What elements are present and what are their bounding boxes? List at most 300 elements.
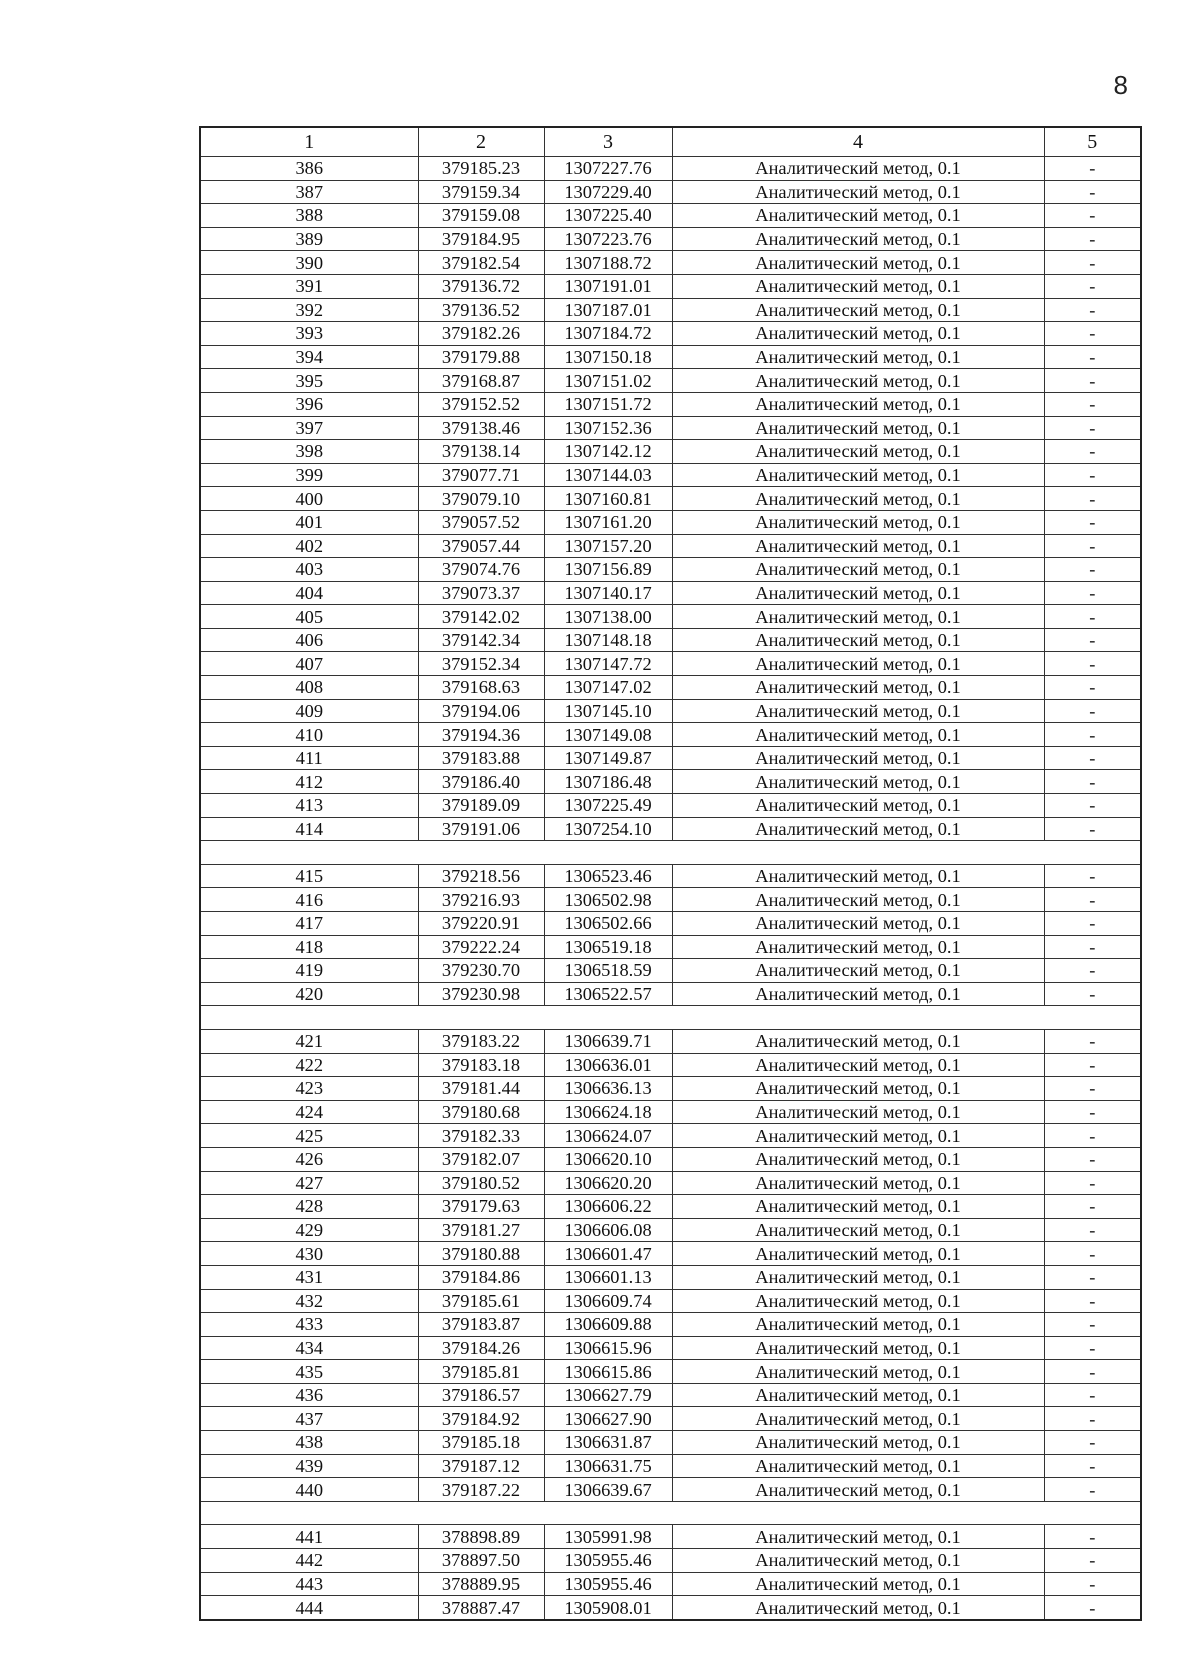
point-number-cell: 398 [200, 440, 418, 464]
method-cell: Аналитический метод, 0.1 [672, 1289, 1044, 1313]
point-number-cell: 419 [200, 959, 418, 983]
method-cell: Аналитический метод, 0.1 [672, 227, 1044, 251]
method-cell: Аналитический метод, 0.1 [672, 1549, 1044, 1573]
point-number-cell: 410 [200, 723, 418, 747]
point-number-cell: 408 [200, 676, 418, 700]
y-coordinate-cell: 1306615.96 [544, 1336, 672, 1360]
error-cell: - [1044, 558, 1141, 582]
point-number-cell: 393 [200, 322, 418, 346]
table-row [200, 935, 1141, 959]
error-cell: - [1044, 1454, 1141, 1478]
y-coordinate-cell: 1307148.18 [544, 628, 672, 652]
point-number-cell: 431 [200, 1265, 418, 1289]
y-coordinate-cell: 1307145.10 [544, 699, 672, 723]
method-cell: Аналитический метод, 0.1 [672, 1218, 1044, 1242]
method-cell: Аналитический метод, 0.1 [672, 652, 1044, 676]
separator-cell [200, 841, 1141, 865]
error-cell: - [1044, 298, 1141, 322]
method-cell: Аналитический метод, 0.1 [672, 440, 1044, 464]
x-coordinate-cell: 379142.34 [418, 628, 544, 652]
point-number-cell: 417 [200, 912, 418, 936]
table-row [200, 1383, 1141, 1407]
error-cell: - [1044, 1596, 1141, 1620]
y-coordinate-cell: 1307149.87 [544, 746, 672, 770]
x-coordinate-cell: 379218.56 [418, 864, 544, 888]
table-row [200, 440, 1141, 464]
point-number-cell: 420 [200, 982, 418, 1006]
point-number-cell: 444 [200, 1596, 418, 1620]
error-cell: - [1044, 935, 1141, 959]
error-cell: - [1044, 510, 1141, 534]
point-number-cell: 391 [200, 274, 418, 298]
point-number-cell: 434 [200, 1336, 418, 1360]
method-cell: Аналитический метод, 0.1 [672, 959, 1044, 983]
point-number-cell: 429 [200, 1218, 418, 1242]
error-cell: - [1044, 1029, 1141, 1053]
error-cell: - [1044, 1124, 1141, 1148]
error-cell: - [1044, 864, 1141, 888]
method-cell: Аналитический метод, 0.1 [672, 1171, 1044, 1195]
method-cell: Аналитический метод, 0.1 [672, 180, 1044, 204]
table-row [200, 369, 1141, 393]
y-coordinate-cell: 1307184.72 [544, 322, 672, 346]
table-row [200, 1454, 1141, 1478]
x-coordinate-cell: 379194.06 [418, 699, 544, 723]
table-row [200, 510, 1141, 534]
x-coordinate-cell: 379179.88 [418, 345, 544, 369]
method-cell: Аналитический метод, 0.1 [672, 1124, 1044, 1148]
separator-cell [200, 1006, 1141, 1030]
y-coordinate-cell: 1307157.20 [544, 534, 672, 558]
y-coordinate-cell: 1305955.46 [544, 1549, 672, 1573]
error-cell: - [1044, 1195, 1141, 1219]
y-coordinate-cell: 1307227.76 [544, 157, 672, 181]
error-cell: - [1044, 723, 1141, 747]
point-number-cell: 396 [200, 392, 418, 416]
point-number-cell: 397 [200, 416, 418, 440]
table-row [200, 1218, 1141, 1242]
method-cell: Аналитический метод, 0.1 [672, 1195, 1044, 1219]
error-cell: - [1044, 1171, 1141, 1195]
table-row [200, 1549, 1141, 1573]
table-row [200, 1265, 1141, 1289]
x-coordinate-cell: 379073.37 [418, 581, 544, 605]
point-number-cell: 440 [200, 1478, 418, 1502]
y-coordinate-cell: 1307147.72 [544, 652, 672, 676]
y-coordinate-cell: 1307140.17 [544, 581, 672, 605]
x-coordinate-cell: 379168.63 [418, 676, 544, 700]
point-number-cell: 402 [200, 534, 418, 558]
point-number-cell: 411 [200, 746, 418, 770]
point-number-cell: 430 [200, 1242, 418, 1266]
point-number-cell: 403 [200, 558, 418, 582]
method-cell: Аналитический метод, 0.1 [672, 1336, 1044, 1360]
point-number-cell: 399 [200, 463, 418, 487]
y-coordinate-cell: 1306606.22 [544, 1195, 672, 1219]
error-cell: - [1044, 581, 1141, 605]
y-coordinate-cell: 1306502.66 [544, 912, 672, 936]
y-coordinate-cell: 1307147.02 [544, 676, 672, 700]
error-cell: - [1044, 676, 1141, 700]
x-coordinate-cell: 379180.88 [418, 1242, 544, 1266]
method-cell: Аналитический метод, 0.1 [672, 723, 1044, 747]
x-coordinate-cell: 378889.95 [418, 1572, 544, 1596]
error-cell: - [1044, 1407, 1141, 1431]
method-cell: Аналитический метод, 0.1 [672, 982, 1044, 1006]
method-cell: Аналитический метод, 0.1 [672, 298, 1044, 322]
error-cell: - [1044, 794, 1141, 818]
error-cell: - [1044, 463, 1141, 487]
point-number-cell: 428 [200, 1195, 418, 1219]
method-cell: Аналитический метод, 0.1 [672, 1454, 1044, 1478]
table-row [200, 1242, 1141, 1266]
x-coordinate-cell: 379184.26 [418, 1336, 544, 1360]
method-cell: Аналитический метод, 0.1 [672, 628, 1044, 652]
method-cell: Аналитический метод, 0.1 [672, 699, 1044, 723]
y-coordinate-cell: 1306639.71 [544, 1029, 672, 1053]
error-cell: - [1044, 1572, 1141, 1596]
y-coordinate-cell: 1307187.01 [544, 298, 672, 322]
point-number-cell: 418 [200, 935, 418, 959]
point-number-cell: 389 [200, 227, 418, 251]
error-cell: - [1044, 1313, 1141, 1337]
error-cell: - [1044, 157, 1141, 181]
table-row [200, 770, 1141, 794]
y-coordinate-cell: 1307151.02 [544, 369, 672, 393]
error-cell: - [1044, 699, 1141, 723]
point-number-cell: 439 [200, 1454, 418, 1478]
table-row [200, 157, 1141, 181]
error-cell: - [1044, 605, 1141, 629]
error-cell: - [1044, 770, 1141, 794]
point-number-cell: 400 [200, 487, 418, 511]
method-cell: Аналитический метод, 0.1 [672, 1360, 1044, 1384]
table-row [200, 227, 1141, 251]
x-coordinate-cell: 379185.61 [418, 1289, 544, 1313]
error-cell: - [1044, 1383, 1141, 1407]
y-coordinate-cell: 1306606.08 [544, 1218, 672, 1242]
method-cell: Аналитический метод, 0.1 [672, 1596, 1044, 1620]
method-cell: Аналитический метод, 0.1 [672, 274, 1044, 298]
table-row [200, 1596, 1141, 1620]
y-coordinate-cell: 1306518.59 [544, 959, 672, 983]
method-cell: Аналитический метод, 0.1 [672, 1053, 1044, 1077]
y-coordinate-cell: 1307161.20 [544, 510, 672, 534]
y-coordinate-cell: 1306519.18 [544, 935, 672, 959]
error-cell: - [1044, 817, 1141, 841]
x-coordinate-cell: 379187.12 [418, 1454, 544, 1478]
header-col-5: 5 [1044, 127, 1141, 157]
table-row [200, 1029, 1141, 1053]
table-row [200, 298, 1141, 322]
method-cell: Аналитический метод, 0.1 [672, 1242, 1044, 1266]
error-cell: - [1044, 628, 1141, 652]
x-coordinate-cell: 379057.44 [418, 534, 544, 558]
header-col-1: 1 [200, 127, 418, 157]
error-cell: - [1044, 322, 1141, 346]
table-row [200, 746, 1141, 770]
x-coordinate-cell: 379183.18 [418, 1053, 544, 1077]
error-cell: - [1044, 416, 1141, 440]
header-col-3: 3 [544, 127, 672, 157]
method-cell: Аналитический метод, 0.1 [672, 605, 1044, 629]
x-coordinate-cell: 379185.23 [418, 157, 544, 181]
x-coordinate-cell: 379230.70 [418, 959, 544, 983]
error-cell: - [1044, 392, 1141, 416]
table-row [200, 534, 1141, 558]
x-coordinate-cell: 379138.14 [418, 440, 544, 464]
point-number-cell: 405 [200, 605, 418, 629]
point-number-cell: 388 [200, 204, 418, 228]
point-number-cell: 421 [200, 1029, 418, 1053]
table-row [200, 676, 1141, 700]
x-coordinate-cell: 379194.36 [418, 723, 544, 747]
error-cell: - [1044, 251, 1141, 275]
table-row [200, 345, 1141, 369]
table-row [200, 628, 1141, 652]
x-coordinate-cell: 379182.26 [418, 322, 544, 346]
error-cell: - [1044, 1100, 1141, 1124]
x-coordinate-cell: 379183.87 [418, 1313, 544, 1337]
y-coordinate-cell: 1306631.75 [544, 1454, 672, 1478]
x-coordinate-cell: 379183.88 [418, 746, 544, 770]
x-coordinate-cell: 379136.72 [418, 274, 544, 298]
point-number-cell: 414 [200, 817, 418, 841]
point-number-cell: 435 [200, 1360, 418, 1384]
point-number-cell: 392 [200, 298, 418, 322]
x-coordinate-cell: 379182.54 [418, 251, 544, 275]
x-coordinate-cell: 379182.07 [418, 1147, 544, 1171]
x-coordinate-cell: 378898.89 [418, 1525, 544, 1549]
method-cell: Аналитический метод, 0.1 [672, 369, 1044, 393]
point-number-cell: 401 [200, 510, 418, 534]
table-row [200, 463, 1141, 487]
table-row [200, 322, 1141, 346]
table-row [200, 1313, 1141, 1337]
table-row [200, 1147, 1141, 1171]
group-separator-row [200, 841, 1141, 865]
table-row [200, 1124, 1141, 1148]
y-coordinate-cell: 1306620.10 [544, 1147, 672, 1171]
table-row [200, 204, 1141, 228]
y-coordinate-cell: 1306615.86 [544, 1360, 672, 1384]
method-cell: Аналитический метод, 0.1 [672, 1029, 1044, 1053]
y-coordinate-cell: 1307225.40 [544, 204, 672, 228]
table-row [200, 1053, 1141, 1077]
table-row [200, 864, 1141, 888]
x-coordinate-cell: 379184.92 [418, 1407, 544, 1431]
table-row [200, 1336, 1141, 1360]
table-row [200, 274, 1141, 298]
x-coordinate-cell: 379077.71 [418, 463, 544, 487]
x-coordinate-cell: 378887.47 [418, 1596, 544, 1620]
error-cell: - [1044, 1053, 1141, 1077]
method-cell: Аналитический метод, 0.1 [672, 416, 1044, 440]
y-coordinate-cell: 1307160.81 [544, 487, 672, 511]
table-row [200, 392, 1141, 416]
table-body [200, 157, 1141, 1620]
error-cell: - [1044, 1549, 1141, 1573]
y-coordinate-cell: 1306636.01 [544, 1053, 672, 1077]
x-coordinate-cell: 378897.50 [418, 1549, 544, 1573]
error-cell: - [1044, 534, 1141, 558]
x-coordinate-cell: 379136.52 [418, 298, 544, 322]
method-cell: Аналитический метод, 0.1 [672, 322, 1044, 346]
method-cell: Аналитический метод, 0.1 [672, 534, 1044, 558]
method-cell: Аналитический метод, 0.1 [672, 1431, 1044, 1455]
x-coordinate-cell: 379191.06 [418, 817, 544, 841]
error-cell: - [1044, 1147, 1141, 1171]
x-coordinate-cell: 379181.27 [418, 1218, 544, 1242]
table-row [200, 251, 1141, 275]
x-coordinate-cell: 379185.18 [418, 1431, 544, 1455]
x-coordinate-cell: 379159.34 [418, 180, 544, 204]
method-cell: Аналитический метод, 0.1 [672, 1077, 1044, 1101]
y-coordinate-cell: 1306502.98 [544, 888, 672, 912]
error-cell: - [1044, 487, 1141, 511]
point-number-cell: 424 [200, 1100, 418, 1124]
method-cell: Аналитический метод, 0.1 [672, 746, 1044, 770]
x-coordinate-cell: 379180.68 [418, 1100, 544, 1124]
x-coordinate-cell: 379180.52 [418, 1171, 544, 1195]
error-cell: - [1044, 1265, 1141, 1289]
method-cell: Аналитический метод, 0.1 [672, 935, 1044, 959]
error-cell: - [1044, 1360, 1141, 1384]
method-cell: Аналитический метод, 0.1 [672, 1100, 1044, 1124]
point-number-cell: 422 [200, 1053, 418, 1077]
point-number-cell: 426 [200, 1147, 418, 1171]
point-number-cell: 407 [200, 652, 418, 676]
point-number-cell: 390 [200, 251, 418, 275]
error-cell: - [1044, 1242, 1141, 1266]
method-cell: Аналитический метод, 0.1 [672, 558, 1044, 582]
error-cell: - [1044, 912, 1141, 936]
y-coordinate-cell: 1306636.13 [544, 1077, 672, 1101]
table-row [200, 794, 1141, 818]
y-coordinate-cell: 1306601.13 [544, 1265, 672, 1289]
point-number-cell: 436 [200, 1383, 418, 1407]
point-number-cell: 438 [200, 1431, 418, 1455]
x-coordinate-cell: 379189.09 [418, 794, 544, 818]
method-cell: Аналитический метод, 0.1 [672, 510, 1044, 534]
table-row [200, 1195, 1141, 1219]
x-coordinate-cell: 379182.33 [418, 1124, 544, 1148]
table-row [200, 416, 1141, 440]
point-number-cell: 427 [200, 1171, 418, 1195]
point-number-cell: 415 [200, 864, 418, 888]
group-separator-row [200, 1501, 1141, 1525]
group-separator-row [200, 1006, 1141, 1030]
method-cell: Аналитический метод, 0.1 [672, 581, 1044, 605]
method-cell: Аналитический метод, 0.1 [672, 1265, 1044, 1289]
point-number-cell: 404 [200, 581, 418, 605]
y-coordinate-cell: 1307186.48 [544, 770, 672, 794]
x-coordinate-cell: 379152.34 [418, 652, 544, 676]
method-cell: Аналитический метод, 0.1 [672, 1525, 1044, 1549]
error-cell: - [1044, 440, 1141, 464]
table-row [200, 1431, 1141, 1455]
x-coordinate-cell: 379222.24 [418, 935, 544, 959]
y-coordinate-cell: 1306631.87 [544, 1431, 672, 1455]
x-coordinate-cell: 379186.57 [418, 1383, 544, 1407]
method-cell: Аналитический метод, 0.1 [672, 1478, 1044, 1502]
method-cell: Аналитический метод, 0.1 [672, 1407, 1044, 1431]
x-coordinate-cell: 379074.76 [418, 558, 544, 582]
table-row [200, 581, 1141, 605]
error-cell: - [1044, 746, 1141, 770]
y-coordinate-cell: 1305908.01 [544, 1596, 672, 1620]
x-coordinate-cell: 379138.46 [418, 416, 544, 440]
y-coordinate-cell: 1307149.08 [544, 723, 672, 747]
y-coordinate-cell: 1307138.00 [544, 605, 672, 629]
point-number-cell: 416 [200, 888, 418, 912]
method-cell: Аналитический метод, 0.1 [672, 770, 1044, 794]
table-row [200, 605, 1141, 629]
method-cell: Аналитический метод, 0.1 [672, 487, 1044, 511]
point-number-cell: 425 [200, 1124, 418, 1148]
table-row [200, 1360, 1141, 1384]
table-header [200, 127, 1141, 157]
x-coordinate-cell: 379057.52 [418, 510, 544, 534]
error-cell: - [1044, 180, 1141, 204]
error-cell: - [1044, 1478, 1141, 1502]
y-coordinate-cell: 1307142.12 [544, 440, 672, 464]
point-number-cell: 395 [200, 369, 418, 393]
point-number-cell: 409 [200, 699, 418, 723]
point-number-cell: 433 [200, 1313, 418, 1337]
point-number-cell: 437 [200, 1407, 418, 1431]
x-coordinate-cell: 379184.95 [418, 227, 544, 251]
method-cell: Аналитический метод, 0.1 [672, 912, 1044, 936]
method-cell: Аналитический метод, 0.1 [672, 392, 1044, 416]
error-cell: - [1044, 1077, 1141, 1101]
error-cell: - [1044, 345, 1141, 369]
x-coordinate-cell: 379152.52 [418, 392, 544, 416]
y-coordinate-cell: 1306523.46 [544, 864, 672, 888]
x-coordinate-cell: 379181.44 [418, 1077, 544, 1101]
method-cell: Аналитический метод, 0.1 [672, 251, 1044, 275]
table-row [200, 1289, 1141, 1313]
table-row [200, 1100, 1141, 1124]
point-number-cell: 412 [200, 770, 418, 794]
y-coordinate-cell: 1307229.40 [544, 180, 672, 204]
table-row [200, 487, 1141, 511]
table-row [200, 1478, 1141, 1502]
table-row [200, 558, 1141, 582]
error-cell: - [1044, 1336, 1141, 1360]
point-number-cell: 387 [200, 180, 418, 204]
table-row [200, 912, 1141, 936]
method-cell: Аналитический метод, 0.1 [672, 1572, 1044, 1596]
method-cell: Аналитический метод, 0.1 [672, 157, 1044, 181]
x-coordinate-cell: 379179.63 [418, 1195, 544, 1219]
y-coordinate-cell: 1307191.01 [544, 274, 672, 298]
x-coordinate-cell: 379168.87 [418, 369, 544, 393]
y-coordinate-cell: 1307156.89 [544, 558, 672, 582]
point-number-cell: 406 [200, 628, 418, 652]
y-coordinate-cell: 1306601.47 [544, 1242, 672, 1266]
error-cell: - [1044, 652, 1141, 676]
error-cell: - [1044, 982, 1141, 1006]
table-row [200, 180, 1141, 204]
x-coordinate-cell: 379220.91 [418, 912, 544, 936]
x-coordinate-cell: 379184.86 [418, 1265, 544, 1289]
separator-cell [200, 1501, 1141, 1525]
x-coordinate-cell: 379216.93 [418, 888, 544, 912]
y-coordinate-cell: 1307144.03 [544, 463, 672, 487]
x-coordinate-cell: 379142.02 [418, 605, 544, 629]
point-number-cell: 423 [200, 1077, 418, 1101]
